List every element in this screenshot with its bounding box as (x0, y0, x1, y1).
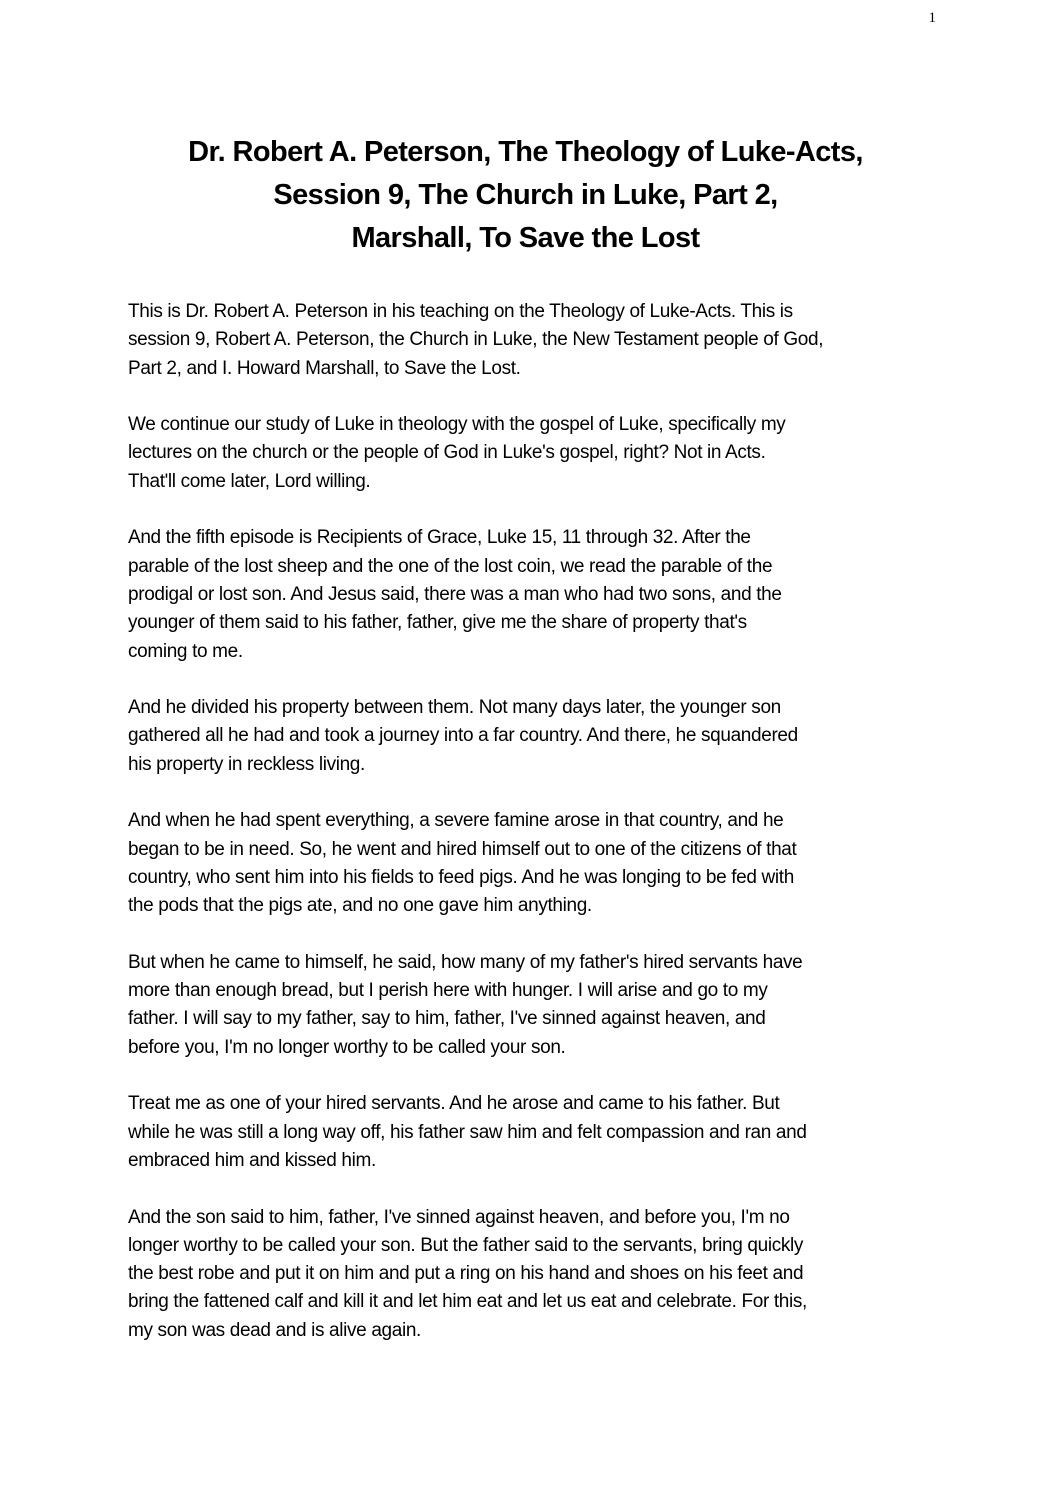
text-line: more than enough bread, but I perish here with hunger. I will arise and go to my (128, 980, 768, 1002)
title-line: Marshall, To Save the Lost (351, 222, 700, 254)
text-line: And the fifth episode is Recipients of Grace, Luke 15, 11 through 32. After the (128, 527, 751, 549)
text-line: the pods that the pigs ate, and no one gave him anything. (128, 895, 592, 917)
text-line: before you, I'm no longer worthy to be called your son. (128, 1036, 566, 1058)
text-line: prodigal or lost son. And Jesus said, there was a man who had two sons, and the (128, 583, 782, 605)
text-line: And he divided his property between them. Not many days later, the younger son (128, 697, 781, 719)
text-line: And when he had spent everything, a severe famine arose in that country, and he (128, 810, 784, 832)
text-line: gathered all he had and took a journey into a far country. And there, he squandered (128, 725, 798, 747)
paragraph (128, 1204, 898, 1345)
text-line: coming to me. (128, 640, 243, 662)
text-line: country, who sent him into his fields to feed pigs. And he was longing to be fed with (128, 866, 794, 888)
text-line: his property in reckless living. (128, 753, 365, 775)
text-line: But when he came to himself, he said, how many of my father's hired servants have (128, 951, 803, 973)
text-line: younger of them said to his father, father, give me the share of property that's (128, 612, 747, 634)
text-line: session 9, Robert A. Peterson, the Church in Luke, the New Testament people of God, (128, 329, 824, 351)
paragraph (128, 694, 898, 779)
text-line: the best robe and put it on him and put a ring on his hand and shoes on his feet and (128, 1263, 804, 1285)
text-line: lectures on the church or the people of God in Luke's gospel, right? Not in Acts. (128, 442, 766, 464)
paragraph (128, 807, 898, 920)
text-line: bring the fattened calf and kill it and let him eat and let us eat and celebrate. For this, (128, 1291, 807, 1313)
paragraph (128, 411, 898, 496)
text-line: longer worthy to be called your son. But the father said to the servants, bring quickly (128, 1234, 804, 1256)
text-line: my son was dead and is alive again. (128, 1319, 421, 1341)
text-line: And the son said to him, father, I've sinned against heaven, and before you, I'm no (128, 1206, 790, 1228)
text-line: That'll come later, Lord willing. (128, 470, 371, 492)
title-line: Dr. Robert A. Peterson, The Theology of Luke-Acts, (188, 136, 863, 168)
text-line: embraced him and kissed him. (128, 1149, 376, 1171)
text-line: Part 2, and I. Howard Marshall, to Save the Lost. (128, 357, 521, 379)
title-line: Session 9, The Church in Luke, Part 2, (273, 179, 778, 211)
document-title (128, 131, 923, 260)
text-line: while he was still a long way off, his father saw him and felt compassion and ran and (128, 1121, 807, 1143)
paragraph (128, 949, 898, 1062)
text-line: parable of the lost sheep and the one of the lost coin, we read the parable of the (128, 555, 773, 577)
text-line: Treat me as one of your hired servants. And he arose and came to his father. But (128, 1093, 780, 1115)
paragraph (128, 524, 898, 665)
page-number: 1 (928, 10, 936, 26)
text-line: We continue our study of Luke in theology with the gospel of Luke, specifically my (128, 414, 786, 436)
document-body (128, 298, 898, 1373)
text-line: father. I will say to my father, say to him, father, I've sinned against heaven, and (128, 1008, 766, 1030)
text-line: This is Dr. Robert A. Peterson in his teaching on the Theology of Luke-Acts. This is (128, 301, 793, 322)
paragraph (128, 1090, 898, 1175)
paragraph (128, 298, 898, 383)
text-line: began to be in need. So, he went and hired himself out to one of the citizens of that (128, 838, 797, 860)
